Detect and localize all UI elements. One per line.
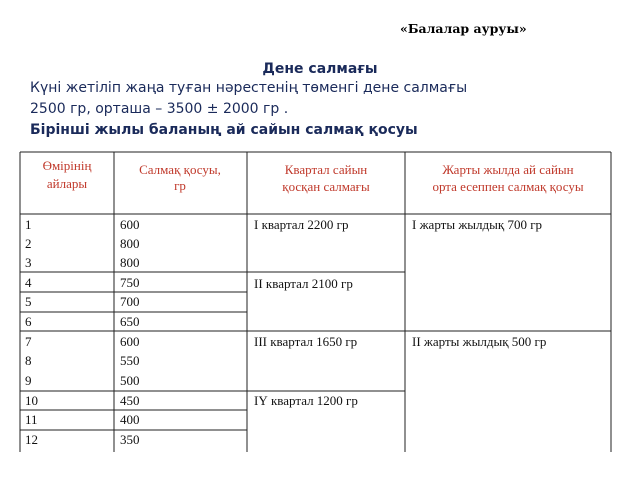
- gain-cell: 400: [120, 412, 140, 427]
- half-year-cell: ІІ жарты жылдық 500 гр: [412, 334, 547, 349]
- gain-cell: 800: [120, 255, 140, 270]
- quarter-cell: ІІ квартал 2100 гр: [254, 276, 353, 291]
- header-half-line1: Жарты жылда ай сайын: [442, 162, 574, 177]
- month-cell: 5: [25, 294, 32, 309]
- gain-cell: 600: [120, 217, 140, 232]
- month-cell: 1: [25, 217, 32, 232]
- section-title: Дене салмағы: [262, 61, 378, 77]
- month-cell: 3: [25, 255, 32, 270]
- quarter-cell: ІІІ квартал 1650 гр: [254, 334, 358, 349]
- header-half-line2: орта есеппен салмақ қосуы: [432, 179, 584, 194]
- month-cell: 10: [25, 393, 38, 408]
- header-gain-line2: гр: [174, 178, 186, 193]
- header-age-line2: айлары: [46, 176, 88, 191]
- month-cell: 2: [25, 236, 32, 251]
- month-cell: 11: [25, 412, 38, 427]
- quarter-cell: ІҮ квартал 1200 гр: [254, 393, 358, 408]
- header-quarter-line1: Квартал сайын: [284, 162, 368, 177]
- intro-line-2: 2500 гр, орташа – 3500 ± 2000 гр .: [30, 101, 289, 117]
- header-age-line1: Өмірінің: [42, 158, 92, 173]
- gain-cell: 350: [120, 432, 140, 447]
- month-cell: 6: [25, 314, 32, 329]
- gain-cell: 500: [120, 373, 140, 388]
- gain-cell: 600: [120, 334, 140, 349]
- intro-line-1: Күні жетіліп жаңа туған нәрестенің төменгі дене салмағы: [30, 80, 468, 96]
- month-cell: 8: [25, 353, 32, 368]
- month-cell: 9: [25, 373, 32, 388]
- gain-cell: 750: [120, 275, 140, 290]
- gain-cell: 700: [120, 294, 140, 309]
- quarter-cell: І квартал 2200 гр: [254, 217, 349, 232]
- table-caption: Бірінші жылы баланың ай сайын салмақ қосуы: [30, 122, 418, 138]
- gain-cell: 450: [120, 393, 140, 408]
- header-gain-line1: Салмақ қосуы,: [139, 162, 221, 177]
- gain-cell: 650: [120, 314, 140, 329]
- header-quarter-line2: қосқан салмағы: [282, 179, 370, 194]
- month-cell: 7: [25, 334, 32, 349]
- month-cell: 12: [25, 432, 38, 447]
- month-cell: 4: [25, 275, 32, 290]
- gain-cell: 550: [120, 353, 140, 368]
- gain-cell: 800: [120, 236, 140, 251]
- half-year-cell: І жарты жылдық 700 гр: [412, 217, 543, 232]
- topic-tag: «Балалар ауруы»: [400, 21, 527, 36]
